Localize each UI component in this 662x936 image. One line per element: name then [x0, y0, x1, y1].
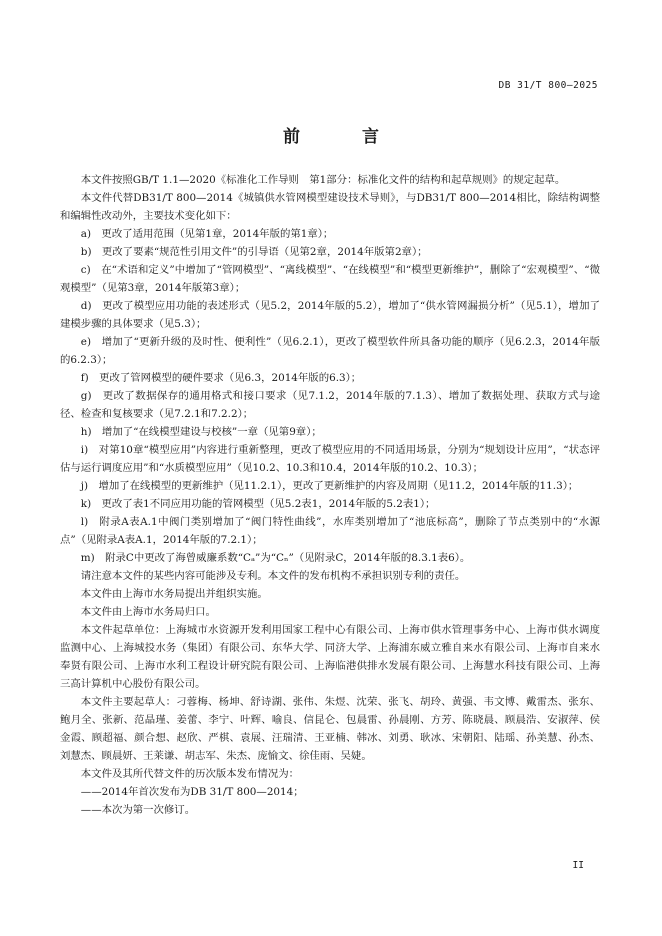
- paragraph: 本文件按照GB/T 1.1—2020《标准化工作导则 第1部分：标准化文件的结构和起草规则》的规定起草。: [80, 174, 566, 186]
- paragraph: 请注意本文件的某些内容可能涉及专利。本文件的发布机构不承担识别专利的责任。: [80, 570, 466, 582]
- list-item: c) 在“术语和定义”中增加了“管网模型”、“离线模型”、“在线模型”和“模型更新维护”，删除了“宏观模型”、“微观模型”（见第3章，2014年版第3章）；: [60, 264, 600, 294]
- list-item: e) 增加了“更新升级的及时性、便利性”（见6.2.1），更改了模型软件所具备功能的顺序（见6.2.3，2014年版的6.2.3）；: [60, 336, 600, 366]
- list-item: b) 更改了要素“规范性引用文件”的引导语（见第2章，2014年版第2章）；: [80, 246, 428, 258]
- standard-code: DB 31/T 800—2025: [498, 80, 598, 91]
- list-item: i) 对第10章“模型应用”内容进行重新整理，更改了模型应用的不同适用场景，分别为“规划设计应用”，“状态评估与运行调度应用”和“水质模型应用”（见10.2、10.3和10.4，2014年版的10.2、10.3）；: [60, 444, 600, 474]
- list-item: g) 更改了数据保存的通用格式和接口要求（见7.1.2，2014年版的7.1.3）、增加了数据处理、获取方式与途径、检查和复核要求（见7.2.1和7.2.2）；: [60, 390, 600, 420]
- paragraph: ——本次为第一次修订。: [80, 804, 196, 816]
- page-title: 前 言: [283, 127, 407, 147]
- list-item: m) 附录C中更改了海曾威廉系数“Cₐ”为“Cₙ”（见附录C，2014年版的8.3.1表6）。: [80, 552, 471, 564]
- list-item: h) 增加了“在线模型建设与校核”一章（见第9章）；: [80, 426, 322, 438]
- list-item: f) 更改了管网模型的硬件要求（见6.3，2014年版的6.3）；: [80, 372, 362, 384]
- paragraph: 本文件由上海市水务局提出并组织实施。: [80, 588, 268, 600]
- paragraph: ——2014年首次发布为DB 31/T 800—2014；: [80, 786, 304, 798]
- list-item: d) 更改了模型应用功能的表述形式（见5.2，2014年版的5.2），增加了“供水管网漏损分析”（见5.1），增加了建模步骤的具体要求（见5.3）；: [60, 300, 600, 330]
- paragraph: 本文件代替DB31/T 800—2014《城镇供水管网模型建设技术导则》，与DB31/T 800—2014相比，除结构调整和编辑性改动外，主要技术变化如下：: [60, 192, 600, 222]
- paragraph: 本文件由上海市水务局归口。: [80, 606, 216, 618]
- paragraph: 本文件主要起草人：刁蓉梅、杨坤、舒诗湖、张伟、朱煜、沈荣、张飞、胡玲、黄强、韦文博、戴雷杰、张东、鲍月全、张新、范晶瑾、姜蕾、李宁、叶辉、喻良、信昆仑、包晨雷、孙晨刚、方芳、陈晓晨、顾晨浩、安淑萍、侯金霞、顾超福、颜合想、赵欣、严棋、袁展、汪瑞清、王亚楠、韩冰、刘勇、耿冰、宋朝阳、陆瑶、孙美慧、孙杰、刘慧杰、顾晨妍、王莱谦、胡志军、朱杰、庞愉文、徐佳雨、吴婕。: [60, 696, 600, 762]
- list-item: k) 更改了表1不同应用功能的管网模型（见5.2表1，2014年版的5.2表1）；: [80, 498, 436, 510]
- list-item: a) 更改了适用范围（见第1章，2014年版的第1章）；: [80, 228, 334, 240]
- paragraph: 本文件起草单位：上海城市水资源开发利用国家工程中心有限公司、上海市供水管理事务中心、上海市供水调度监测中心、上海城投水务（集团）有限公司、东华大学、同济大学、上海浦东威立雅自来水有限公司、上海市自来水奉贤有限公司、上海市水利工程设计研究院有限公司、上海临港供排水发展有限公司、上海慧水科技有限公司、上海三高计算机中心股份有限公司。: [60, 624, 600, 690]
- paragraph: 本文件及其所代替文件的历次版本发布情况为：: [80, 768, 299, 780]
- list-item: l) 附录A表A.1中阀门类别增加了“阀门特性曲线”，水库类别增加了“池底标高”，删除了节点类别中的“水源点”（见附录A表A.1，2014年版的7.2.1）；: [60, 516, 600, 546]
- document-body: [60, 171, 600, 819]
- page-number: II: [572, 860, 584, 871]
- list-item: j) 增加了在线模型的更新维护（见11.2.1），更改了更新维护的内容及周期（见11.2，2014年版的11.3）；: [80, 480, 579, 492]
